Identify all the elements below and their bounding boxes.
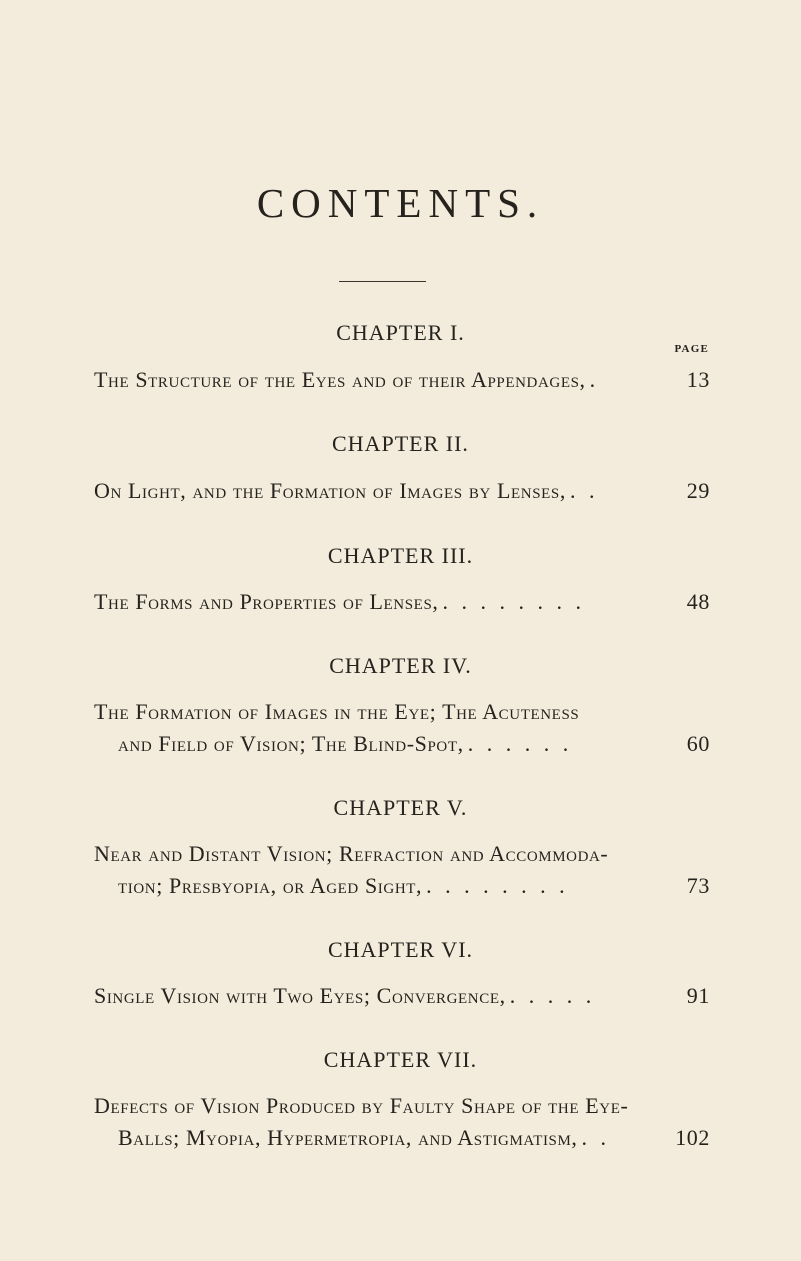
leader-dots: . . . . . . (467, 733, 573, 755)
chapter-7-entry-line-1: Defects of Vision Produced by Faulty Shape of the Eye- (94, 1093, 629, 1118)
chapter-4-entry (118, 733, 710, 755)
page-number: 91 (686, 983, 710, 1008)
leader-dots: . . . . . (509, 985, 596, 1007)
leader-dots: . . . . . . . . (442, 591, 585, 613)
entry-title-line: On Light, and the Formation of Images by Lenses, (94, 478, 566, 503)
chapter-5-entry (118, 875, 710, 897)
chapter-7-entry (118, 1127, 710, 1149)
chapter-3-entry (94, 591, 710, 613)
chapter-6-entry (94, 985, 710, 1007)
entry-title-line: tion; Presbyopia, or Aged Sight, (118, 873, 423, 898)
chapter-heading: CHAPTER VI. (327, 937, 474, 962)
chapter-heading: CHAPTER I. (336, 320, 465, 345)
contents-title: CONTENTS. (256, 180, 545, 226)
chapter-4-entry-line-1: The Formation of Images in the Eye; The Acuteness (94, 699, 580, 724)
page-number: 48 (686, 589, 710, 614)
leader-dots: . . (569, 480, 599, 502)
chapter-1-entry (94, 369, 710, 391)
page-column-label: PAGE (674, 343, 709, 355)
entry-title-line: The Forms and Properties of Lenses, (94, 589, 439, 614)
entry-title-line: Single Vision with Two Eyes; Convergence, (94, 983, 506, 1008)
entry-title-line: The Structure of the Eyes and of their Appendages, (94, 367, 586, 392)
page-number: 73 (686, 873, 710, 898)
page-number: 13 (686, 367, 710, 392)
leader-dots: . (589, 369, 600, 391)
leader-dots: . . . . . . . . (426, 875, 569, 897)
page-number: 102 (675, 1125, 710, 1150)
chapter-heading: CHAPTER III. (327, 543, 474, 568)
entry-title-line: Balls; Myopia, Hypermetropia, and Astigmatism, (118, 1125, 578, 1150)
page-number: 60 (686, 731, 710, 756)
chapter-heading: CHAPTER IV. (329, 653, 472, 678)
entry-title-line: and Field of Vision; The Blind-Spot, (118, 731, 464, 756)
chapter-5-entry-line-1: Near and Distant Vision; Refraction and Accommoda- (94, 841, 609, 866)
title-rule (339, 281, 426, 282)
chapter-heading: CHAPTER II. (332, 431, 469, 456)
chapter-heading: CHAPTER VII. (323, 1047, 478, 1072)
leader-dots: . . (581, 1127, 611, 1149)
chapter-heading: CHAPTER V. (333, 795, 468, 820)
chapter-2-entry (94, 480, 710, 502)
page-number: 29 (686, 478, 710, 503)
